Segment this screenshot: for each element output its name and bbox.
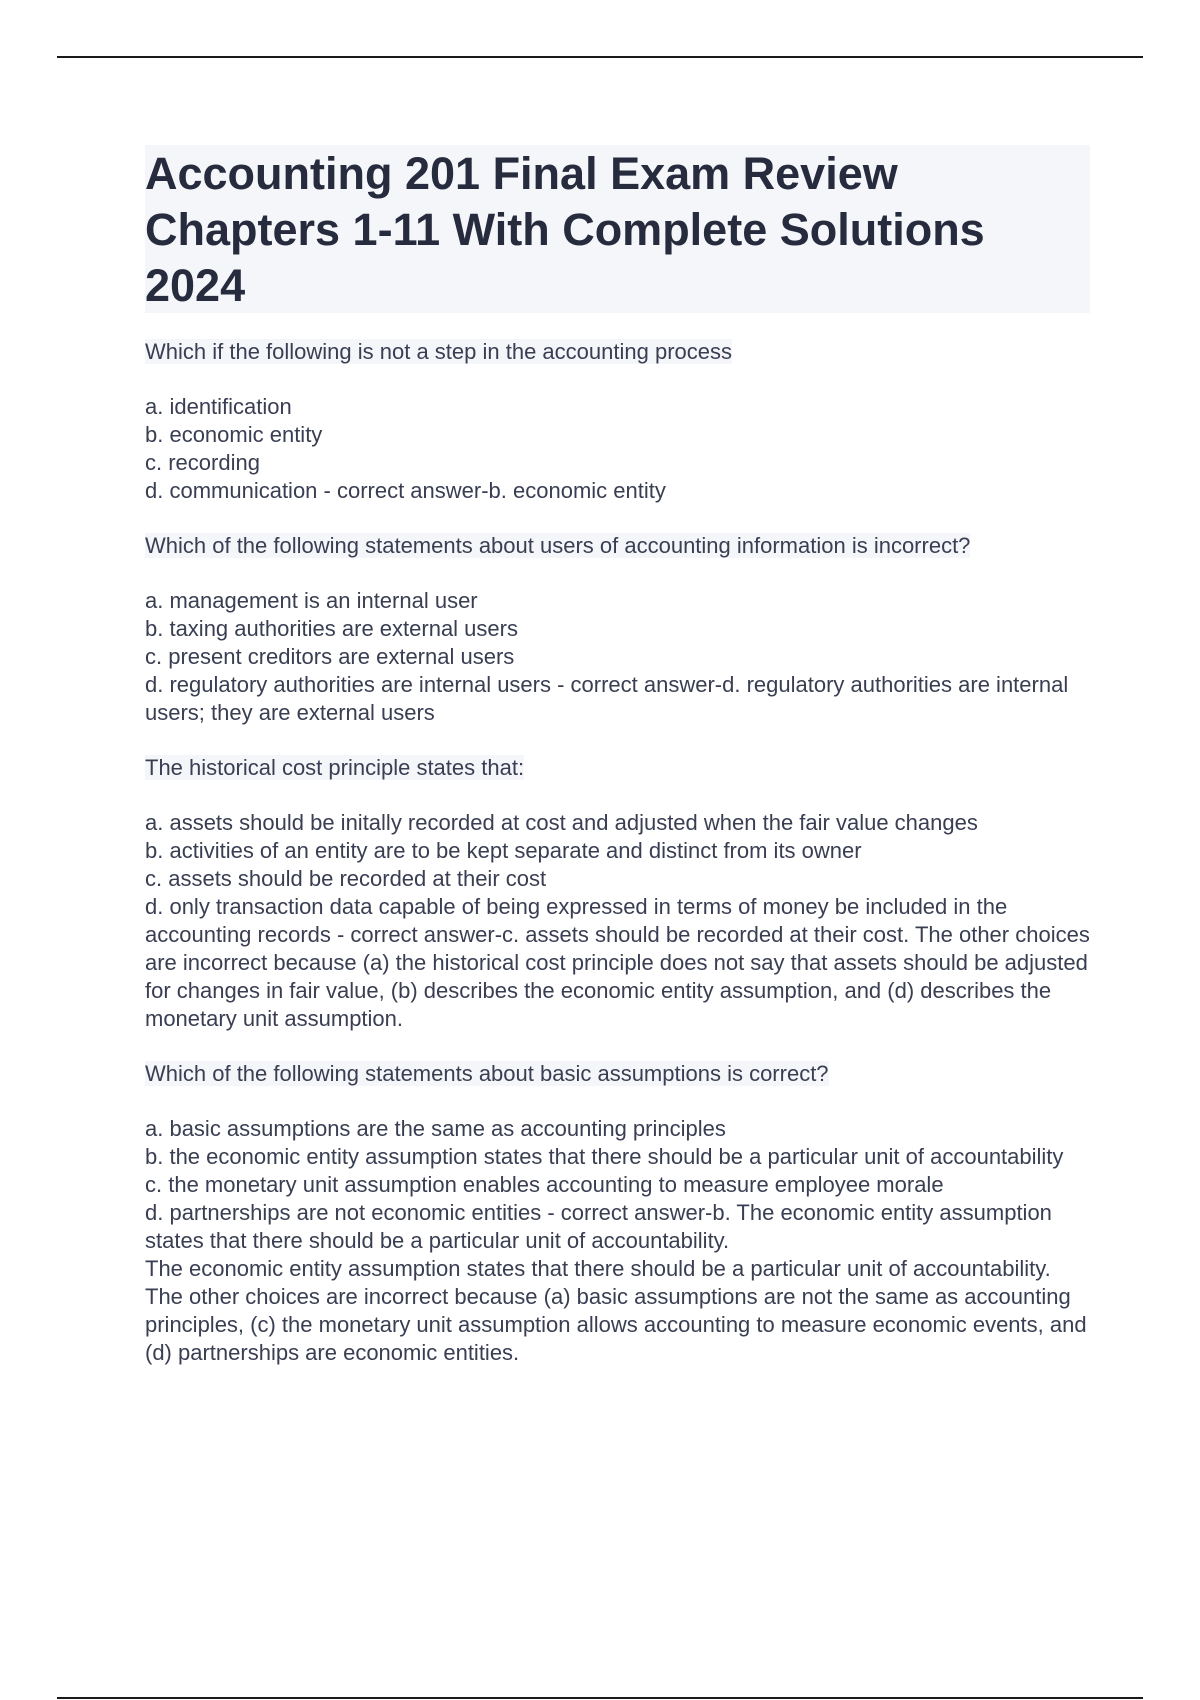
- question-text-highlight: Which of the following statements about users of accounting information is incorrect?: [145, 533, 971, 558]
- option-item: b. economic entity: [145, 422, 323, 447]
- question-block-4: [145, 1060, 1090, 1367]
- answer-explanation: The economic entity assumption states that there should be a particular unit of accountability. The other choices are incorrect because (a) basic assumptions are not the same as accounting principles, (c) the monetary unit assumption allows accounting to measure economic events, and (d) partnerships are economic entities.: [145, 1256, 1087, 1365]
- option-item: b. activities of an entity are to be kept separate and distinct from its owner: [145, 838, 862, 863]
- options-list: [145, 393, 1090, 505]
- option-item: a. identification: [145, 394, 292, 419]
- option-item: a. assets should be initally recorded at cost and adjusted when the fair value changes: [145, 810, 978, 835]
- option-item-answer: d. partnerships are not economic entities - correct answer-b. The economic entity assumption states that there should be a particular unit of accountability.: [145, 1200, 1052, 1253]
- option-item: a. management is an internal user: [145, 588, 478, 613]
- option-item-answer: d. communication - correct answer-b. economic entity: [145, 478, 666, 503]
- top-divider: [57, 56, 1143, 58]
- options-list: [145, 1115, 1090, 1367]
- document-title: Accounting 201 Final Exam Review Chapters 1-11 With Complete Solutions 2024: [145, 148, 985, 311]
- option-item: c. present creditors are external users: [145, 644, 515, 669]
- option-item-answer: d. only transaction data capable of being expressed in terms of money be included in the accounting records - correct answer-c. assets should be recorded at their cost. The other choices are incorrect because (a) the historical cost principle does not say that assets should be adjusted for changes in fair value, (b) describes the economic entity assumption, and (d) describes the monetary unit assumption.: [145, 894, 1090, 1031]
- option-item: a. basic assumptions are the same as accounting principles: [145, 1116, 726, 1141]
- question-text-highlight: The historical cost principle states that:: [145, 755, 525, 780]
- question-text: [145, 338, 1090, 366]
- option-item: c. the monetary unit assumption enables accounting to measure employee morale: [145, 1172, 944, 1197]
- option-item: c. recording: [145, 450, 260, 475]
- question-block-1: [145, 338, 1090, 505]
- question-text-highlight: Which of the following statements about basic assumptions is correct?: [145, 1061, 829, 1086]
- option-item: b. taxing authorities are external users: [145, 616, 518, 641]
- question-text-highlight: Which if the following is not a step in the accounting process: [145, 339, 732, 364]
- document-body: [145, 338, 1090, 1394]
- question-text: [145, 532, 1090, 560]
- question-block-3: [145, 754, 1090, 1033]
- option-item: c. assets should be recorded at their cost: [145, 866, 547, 891]
- option-item-answer: d. regulatory authorities are internal users - correct answer-d. regulatory authorities are internal users; they are external users: [145, 672, 1069, 725]
- question-text: [145, 754, 1090, 782]
- option-item: b. the economic entity assumption states that there should be a particular unit of accountability: [145, 1144, 1064, 1169]
- question-text: [145, 1060, 1090, 1088]
- question-block-2: [145, 532, 1090, 727]
- options-list: [145, 587, 1090, 727]
- bottom-divider: [57, 1697, 1143, 1699]
- options-list: [145, 809, 1090, 1033]
